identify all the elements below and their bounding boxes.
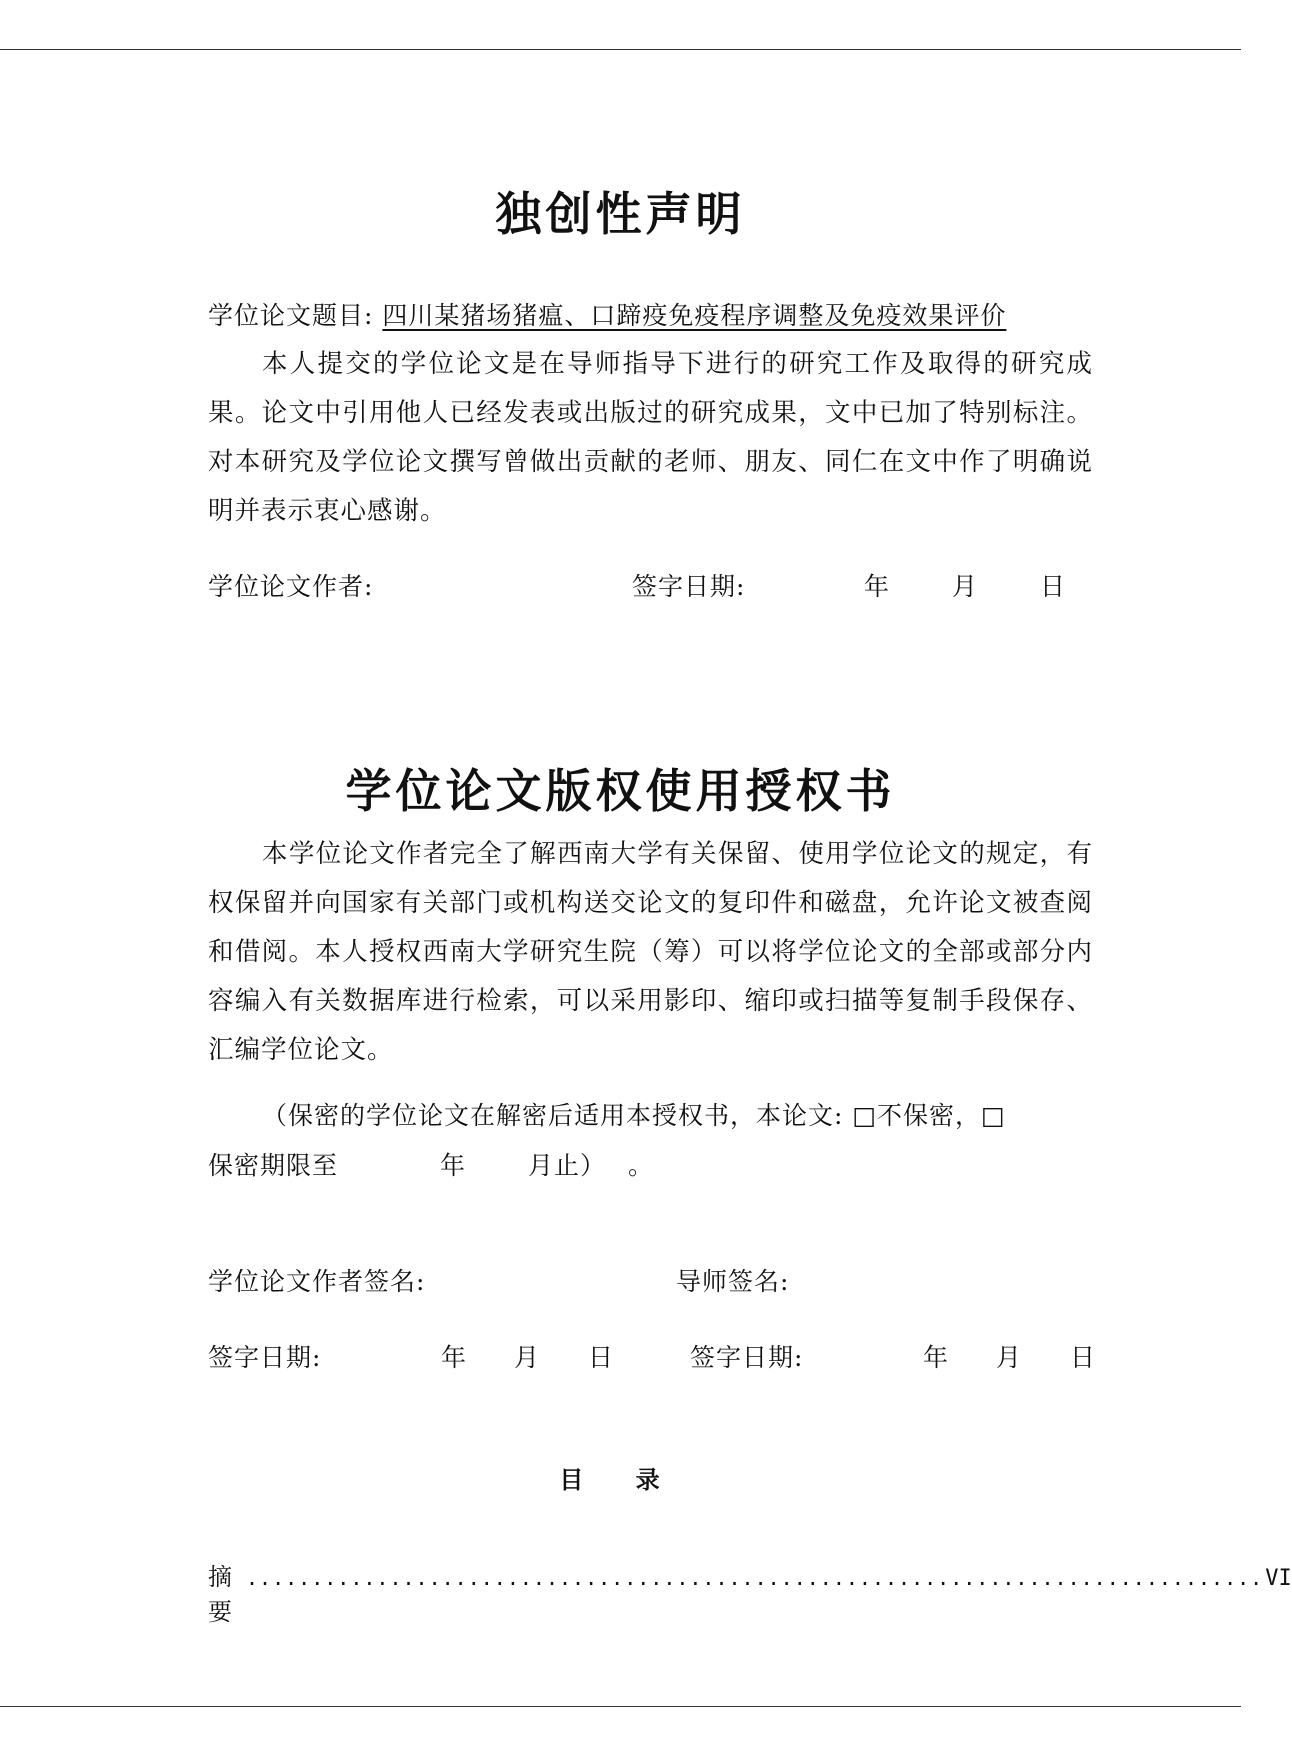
confidential-line-1: （保密的学位论文在解密后适用本授权书，本论文: □不保密，□ <box>262 1101 1006 1130</box>
author-sign-label: 学位论文作者签名: <box>208 1267 426 1296</box>
confidential-period: 。 <box>628 1151 655 1180</box>
bottom-rule <box>0 1706 1241 1707</box>
author-sign-month: 月 <box>514 1343 541 1372</box>
confidential-year: 年 <box>440 1151 467 1180</box>
declaration-month: 月 <box>952 572 979 601</box>
declaration-year: 年 <box>864 572 891 601</box>
authorization-title: 学位论文版权使用授权书 <box>345 764 896 818</box>
confidential-month-end: 月止） <box>528 1151 607 1180</box>
declaration-sign-date-label: 签字日期: <box>632 572 746 601</box>
thesis-title: 四川某猪场猪瘟、口蹄疫免疫程序调整及免疫效果评价 <box>382 301 1007 330</box>
toc-entry-label: 摘 要 <box>208 1563 244 1626</box>
confidential-period-prefix: 保密期限至 <box>208 1151 339 1180</box>
toc-entry[interactable] <box>208 1557 1292 1627</box>
declaration-author-label: 学位论文作者: <box>208 572 374 601</box>
advisor-sign-date-label: 签字日期: <box>690 1343 804 1372</box>
top-rule <box>0 49 1241 50</box>
declaration-day: 日 <box>1040 572 1067 601</box>
toc-entry-page: VI <box>1265 1566 1292 1591</box>
thesis-title-line <box>208 296 1006 332</box>
toc-entry-leader: .............................................................................. <box>246 1566 1264 1590</box>
declaration-title: 独创性声明 <box>495 187 746 241</box>
advisor-sign-year: 年 <box>923 1343 950 1372</box>
authorization-body: 本学位论文作者完全了解西南大学有关保留、使用学位论文的规定，有权保留并向国家有关部门或机构送交论文的复印件和磁盘，允许论文被查阅和借阅。本人授权西南大学研究生院（筹）可以将学位论文的全部或部分内容编入有关数据库进行检索，可以采用影印、缩印或扫描等复制手段保存、汇编学位论文。 <box>208 839 1093 1065</box>
toc-heading: 目 录 <box>559 1465 682 1494</box>
author-sign-day: 日 <box>588 1343 615 1372</box>
thesis-title-label: 学位论文题目: <box>208 301 374 330</box>
advisor-sign-day: 日 <box>1070 1343 1097 1372</box>
author-sign-year: 年 <box>441 1343 468 1372</box>
author-sign-date-label: 签字日期: <box>208 1343 322 1372</box>
advisor-sign-month: 月 <box>996 1343 1023 1372</box>
declaration-statement: 本人提交的学位论文是在导师指导下进行的研究工作及取得的研究成果。论文中引用他人已经发表或出版过的研究成果，文中已加了特别标注。对本研究及学位论文撰写曾做出贡献的老师、朋友、同仁在文中作了明确说明并表示衷心感谢。 <box>208 349 1093 526</box>
advisor-sign-label: 导师签名: <box>676 1267 790 1296</box>
